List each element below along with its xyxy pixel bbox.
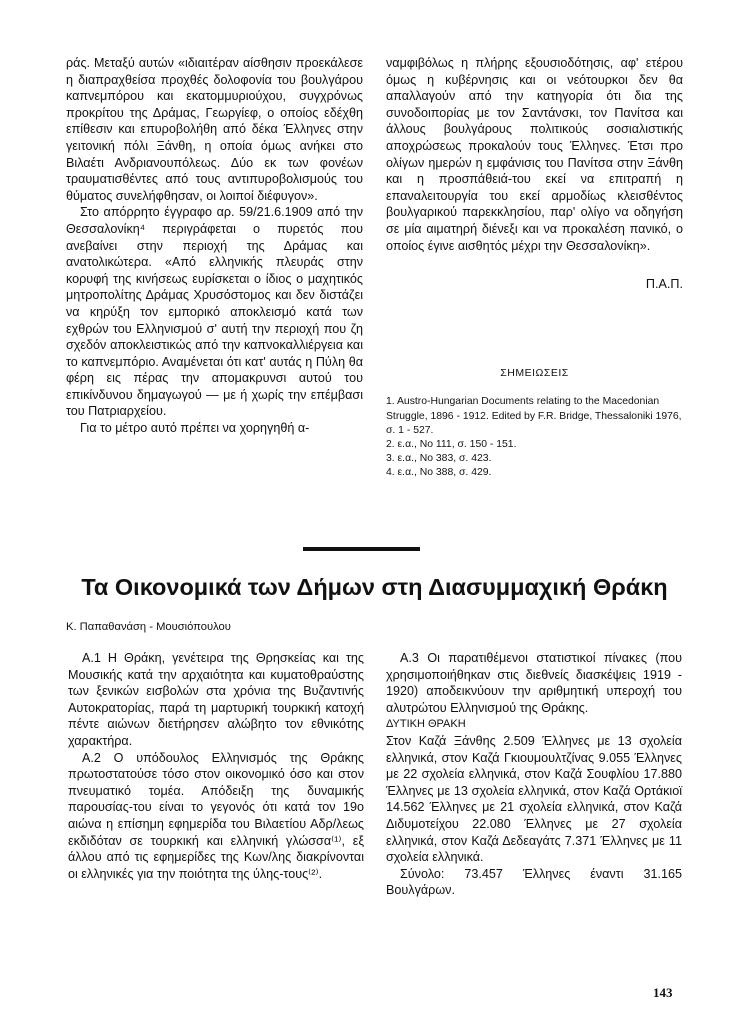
article-title: Τα Οικονομικά των Δήμων στη Διασυμμαχική Θράκη [81, 574, 668, 600]
statistics-paragraph: Στον Καζά Ξάνθης 2.509 Έλληνες με 13 σχολεία ελληνικά, στον Καζά Γκιουμουλτζίνας 9.055 Έλληνες με 22 σχολεία ελληνικά, στον Καζά Σουφλίου 17.880 Έλληνες με 13 σχολεία ελληνικά, στον Καζά Ορτάκιοϊ 14.562 Έλληνες με 21 σχολεία ελληνικά, στον Καζά Διδυμοτείχου 22.080 Έλληνες με 27 σχολεία ελληνικά, στον Καζά Δεδεαγάτς 7.371 Έλληνες με 11 σχολεία ελληνικά. [386, 733, 682, 865]
page-number: 143 [653, 985, 673, 1000]
total-line: Σύνολο: 73.457 Έλληνες έναντι 31.165 Βουλγάρων. [386, 866, 682, 898]
upper-right-column [386, 55, 683, 481]
footnote: 2. ε.α., No 111, σ. 150 - 151. [386, 438, 517, 450]
section-divider [303, 547, 420, 551]
paragraph: Για το μέτρο αυτό πρέπει να χορηγηθή α- [80, 421, 310, 436]
paragraph: Α.1 Η Θράκη, γενέτειρα της Θρησκείας και της Μουσικής κατά την αρχαιότητα και κυματοθραύστης των ξενικών εισβολών στα χρόνια της Βυζαντινής Αυτοκρατορίας, παρά τη μαρτυρική τουρκική κατοχή πέντε αιώνων διετήρησεν αλώβητο τον εθνικότης χαρακτήρα. [68, 651, 364, 748]
footnote: 3. ε.α., No 383, σ. 423. [386, 453, 492, 465]
lower-left-column [68, 650, 364, 882]
paragraph: Α.2 Ο υπόδουλος Ελληνισμός της Θράκης πρωτοστατούσε τόσο στον οικονομικό όσο και στον πνευματικό τομέα. Απόδειξη της δυναμικής παρουσίας-του είναι το γεγονός ότι κατά τον 19ο αιώνα η επίσημη εφημερίδα του Βιλαετίου Αδρ/λεως εκδιδόταν σε τουρκική και ελληνική γλώσσα⁽¹⁾, εξ άλλου από τις εφημερίδες της Κων/λης διακρίνονται οι ελληνικές για την ποιότητα της ύλης-τους⁽²⁾. [68, 750, 364, 881]
notes-heading: ΣΗΜΕΙΩΣΕΙΣ [500, 366, 569, 379]
region-subheading: ΔΥΤΙΚΗ ΘΡΑΚΗ [386, 718, 466, 731]
paragraph: ναμφιβόλως η πλήρης εξουσιοδότησις, αφ' ετέρου όμως η κυβέρνησις και οι νεότουρκοι δεν θα απαλλαγούν από την κατηγορία ότι δια της συνοδοιπορίας με τον Σαντάνσκι, τον Πανίτσα και άλλους βουλγάρους πολιτικούς σοσιαλιστικής αποχρώσεως προκαλούν τους Έλληνες. Έτσι προ ολίγων ημερών η εμφάνισις του Πανίτσα στην Ξάνθη και η προσπάθειά-του εκεί να επιτραπή η επαναλειτουργία του εκεί αρμοδίως κλεισθέντος βουλγαρικού παρεκκλησίου, παρ' ολίγο να οδηγήση σε μία αιματηρή διένεξι και να προκαλέση πανικό, ο οποίος έγινε αισθητός μέχρι την Θεσσαλονίκη». [386, 56, 683, 253]
paragraph: Α.3 Οι παρατιθέμενοι στατιστικοί πίνακες (που χρησιμοποιήθηκαν στις διεθνείς διασκέψεις 1919 - 1920) αποδεικνύουν την αριθμητική υπεροχή του αλυτρώτου Ελληνισμού της Θράκης. [386, 651, 682, 715]
footnote: 1. Austro-Hungarian Documents relating to the Macedonian Struggle, 1896 - 1912. Edited by F.R. Bridge, Thessaloniki 1976, σ. 1 - 527. [386, 396, 682, 436]
signature: Π.Α.Π. [645, 277, 683, 292]
paragraph: Στο απόρρητο έγγραφο αρ. 59/21.6.1909 από την Θεσσαλονίκη⁴ περιγράφεται ο πυρετός που ανεβαίνει στην περιοχή της Δράμας και ανατολικώτερα. «Από ελληνικής πλευράς στην κορυφή της κινήσεως ευρίσκεται ο ίδιος ο μαχητικός μητροπολίτης Δράμας Χρυσόστομος και δεν διστάζει να κηρύξη τον εμπορικό αποκλεισμό κατά των εχθρών του Ελληνισμού σ' αυτή την περιοχή που ζη σχεδόν αποκλειστικώς από την καπνοκαλλιέργεια και το καπνεμπόριο. Αναμένεται ότι κατ' αυτάς η Πύλη θα φέρη εις πέρας την απομακρυνσι αυτού του επικίνδυνου δημαγωγού — με ή χωρίς την επέμβασι του Πατριαρχείου. [66, 205, 363, 419]
upper-left-column [66, 55, 363, 437]
footnote: 4. ε.α., No 388, σ. 429. [386, 467, 492, 479]
lower-right-column [386, 650, 682, 899]
author-byline: Κ. Παπαθανάση - Μουσιόπουλου [66, 621, 231, 633]
paragraph: ράς. Μεταξύ αυτών «ιδιαιτέραν αίσθησιν προεκάλεσε η διαπραχθείσα προχθές δολοφονία του βουλγάρου καπνεμπόρου και εκατομμυριούχου, συγχρόνως προκρίτου της Δράμας, Γεωργίεφ, ο οποίος εδέχθη επίθεσιν και επυροβολήθη από δέκα Έλληνες στην γειτονική πόλι Ξάνθη, η οποία όμως ανήκει στο Βιλαέτι Ανδριανουπόλεως. Δύο εκ των φονέων τραυματισθέντες από τους αντιπυροβολισμούς του θύματος συνελήφθησαν, οι λοιποί διέφυγον». [66, 56, 363, 203]
